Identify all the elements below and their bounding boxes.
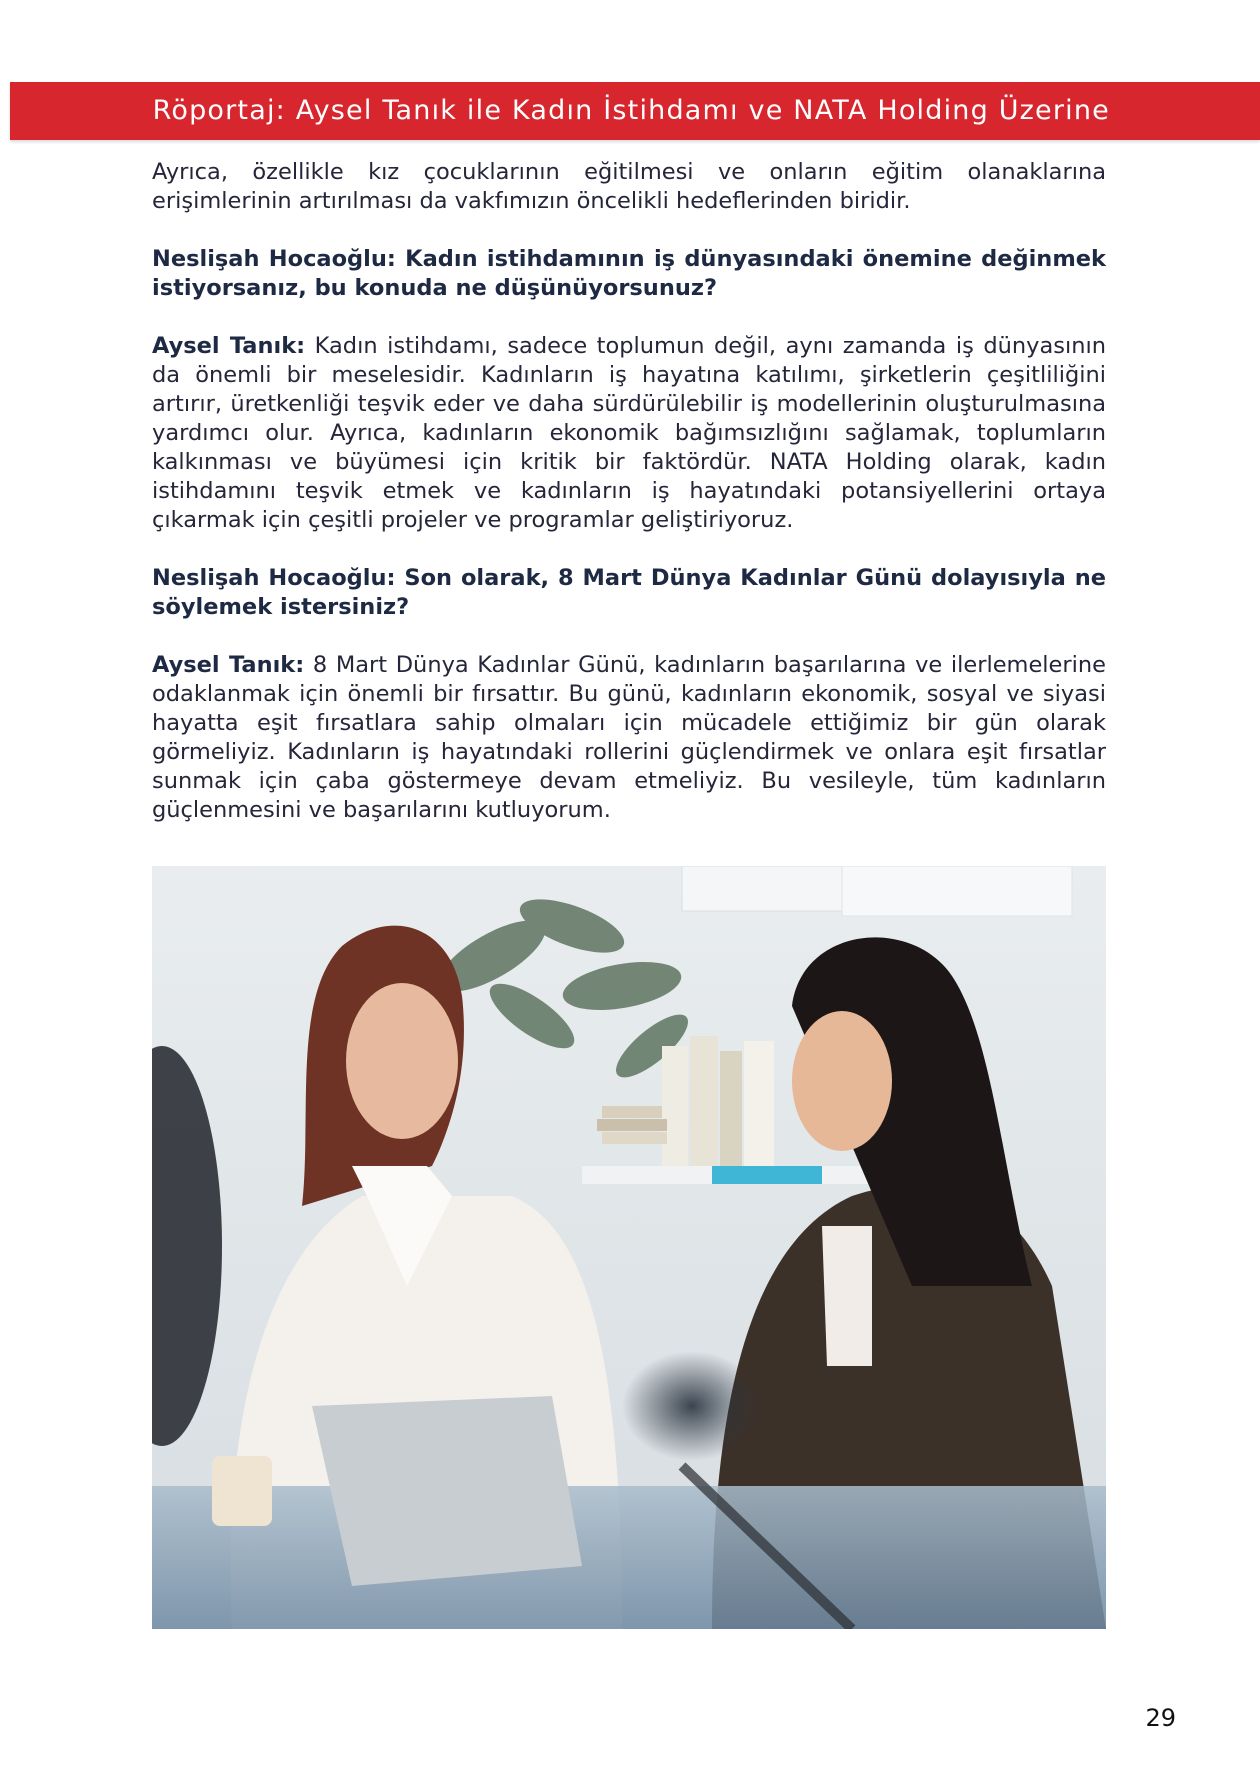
- answer-1-text: Kadın istihdamı, sadece toplumun değil, aynı zamanda iş dünyasının da önemli bir meselesidir. Kadınların iş hayatına katılımı, şirketlerin çeşitliliğini artırır, üretkenliği teşvik eder ve daha sürdürülebilir iş modellerinin oluşturulmasına yardımcı olur. Ayrıca, kadınların ekonomik bağımsızlığını sağlamak, toplumların kalkınması ve büyümesi için kritik bir faktördür. NATA Holding olarak, kadın istihdamını teşvik etmek ve kadınların iş hayatındaki potansiyellerini ortaya çıkarmak için çeşitli projeler ve programlar geliştiriyoruz.: [152, 333, 1106, 533]
- question-2: Neslişah Hocaoğlu: Son olarak, 8 Mart Dünya Kadınlar Günü dolayısıyla ne söylemek istersiniz?: [152, 565, 1106, 620]
- photo-illustration: [152, 866, 1106, 1629]
- question-1: Neslişah Hocaoğlu: Kadın istihdamının iş dünyasındaki önemine değinmek istiyorsanız, bu konuda ne düşünüyorsunuz?: [152, 246, 1106, 301]
- answer-1: [152, 332, 1106, 535]
- answer-2: [152, 651, 1106, 825]
- paragraph-intro: Ayrıca, özellikle kız çocuklarının eğitilmesi ve onların eğitim olanaklarına erişimlerinin artırılması da vakfımızın öncelikli hedeflerinden biridir.: [152, 159, 1106, 214]
- answer-2-text: 8 Mart Dünya Kadınlar Günü, kadınların başarılarına ve ilerlemelerine odaklanmak için önemli bir fırsattır. Bu günü, kadınların ekonomik, sosyal ve siyasi hayatta eşit fırsatlara sahip olmaları için mücadele ettiğimiz bir gün olarak görmeliyiz. Kadınların iş hayatındaki rollerini güçlendirmek ve onlara eşit fırsatlar sunmak için çaba göstermeye devam etmeliyiz. Bu vesileyle, tüm kadınların güçlenmesini ve başarılarını kutluyorum.: [152, 652, 1106, 823]
- speaker-label: Aysel Tanık:: [152, 333, 306, 359]
- photo-two-women-office: [152, 866, 1106, 1629]
- header-bar: [10, 82, 1260, 140]
- page-number: 29: [1145, 1704, 1176, 1732]
- header-title: Röportaj: Aysel Tanık ile Kadın İstihdamı ve NATA Holding Üzerine: [152, 95, 1110, 126]
- article-body: [152, 158, 1106, 825]
- speaker-label: Aysel Tanık:: [152, 652, 305, 678]
